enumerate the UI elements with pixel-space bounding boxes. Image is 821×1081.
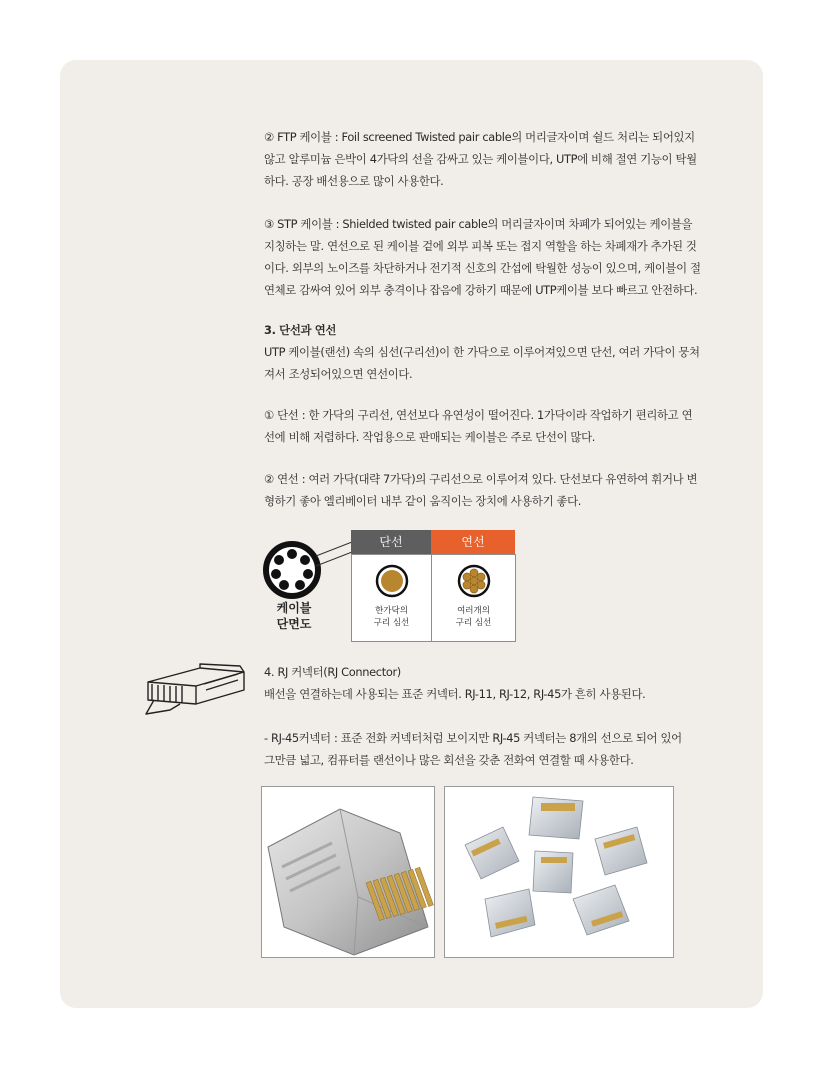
caption-line: 여러개의 [457, 606, 490, 616]
caption-line: 구리 심선 [373, 618, 410, 628]
text-line: 배선을 연결하는데 사용되는 표준 커넥터. RJ-11, RJ-12, RJ-45가 흔히 사용된다. [264, 687, 646, 701]
cable-label-line: 케이블 [276, 601, 312, 615]
text-line: ③ STP 케이블 : Shielded twisted pair cable의 머리글자이며 차폐가 되어있는 케이블을 [264, 217, 693, 231]
text-line: ① 단선 : 한 가닥의 구리선, 연선보다 유연성이 떨어진다. 1가닥이라 작업하기 편리하고 연 [264, 408, 693, 422]
danseon-paragraph [264, 404, 720, 448]
text-line: ② FTP 케이블 : Foil screened Twisted pair cable의 머리글자이며 쉴드 처리는 되어있지 [264, 130, 695, 144]
yeonseon-caption [432, 605, 515, 629]
text-line: 이다. 외부의 노이즈를 차단하거나 전기적 신호의 간섭에 탁월한 성능이 있으며, 케이블이 절 [264, 261, 701, 275]
section3 [264, 319, 720, 385]
text-line: 하다. 공장 배선용으로 많이 사용한다. [264, 174, 444, 188]
cable-label-line: 단면도 [276, 617, 312, 631]
caption-line: 구리 심선 [455, 618, 492, 628]
text-line: 지칭하는 말. 연선으로 된 케이블 겉에 외부 피복 또는 접지 역할을 하는 차폐재가 추가된 것 [264, 239, 697, 253]
tab-yeonseon: 연선 [431, 530, 515, 554]
ftp-paragraph [264, 126, 720, 192]
rj45-closeup-photo [261, 786, 435, 958]
text-line: 선에 비해 저렴하다. 작업용으로 판매되는 케이블은 주로 단선이 많다. [264, 430, 596, 444]
stp-paragraph [264, 213, 720, 301]
rj45-paragraph [264, 727, 720, 771]
text-line: 형하기 좋아 엘리베이터 내부 같이 움직이는 장치에 사용하기 좋다. [264, 494, 582, 508]
danseon-caption [352, 605, 431, 629]
section3-title: 3. 단선과 연선 [264, 323, 337, 337]
text-line: 않고 알루미늄 은박이 4가닥의 선을 감싸고 있는 케이블이다, UTP에 비해 절연 기능이 탁월 [264, 152, 697, 166]
stranded-wire-icon [457, 564, 491, 598]
rj-connector-sketch-icon [140, 660, 250, 720]
text-line: - RJ-45커넥터 : 표준 전화 커넥터처럼 보이지만 RJ-45 커넥터는 8개의 선으로 되어 있어 [264, 731, 682, 745]
cable-cross-section-diagram [258, 530, 528, 642]
danseon-box [351, 554, 432, 642]
text-line: 연체로 감싸여 있어 외부 충격이나 잡음에 강하기 때문에 UTP케이블 보다 빠르고 안전하다. [264, 283, 698, 297]
yeonseon-paragraph [264, 468, 720, 512]
section4 [264, 661, 720, 705]
cable-cross-section-icon [262, 540, 322, 600]
connector-lines [314, 530, 354, 570]
solid-wire-icon [375, 564, 409, 598]
text-line: 져서 조성되어있으면 연선이다. [264, 367, 413, 381]
text-line: UTP 케이블(랜선) 속의 심선(구리선)이 한 가닥으로 이루어져있으면 단선, 여러 가닥이 뭉쳐 [264, 345, 700, 359]
tab-danseon: 단선 [351, 530, 431, 554]
text-line: 그만큼 넓고, 컴퓨터를 랜선이나 많은 회선을 갖춘 전화여 연결할 때 사용한다. [264, 753, 634, 767]
cable-label [268, 600, 320, 632]
yeonseon-box [431, 554, 516, 642]
section4-title: 4. RJ 커넥터(RJ Connector) [264, 665, 401, 679]
text-line: ② 연선 : 여러 가닥(대략 7가닥)의 구리선으로 이루어져 있다. 단선보다 유연하여 휘거나 변 [264, 472, 698, 486]
caption-line: 한가닥의 [375, 606, 408, 616]
rj45-connectors-photo [444, 786, 674, 958]
